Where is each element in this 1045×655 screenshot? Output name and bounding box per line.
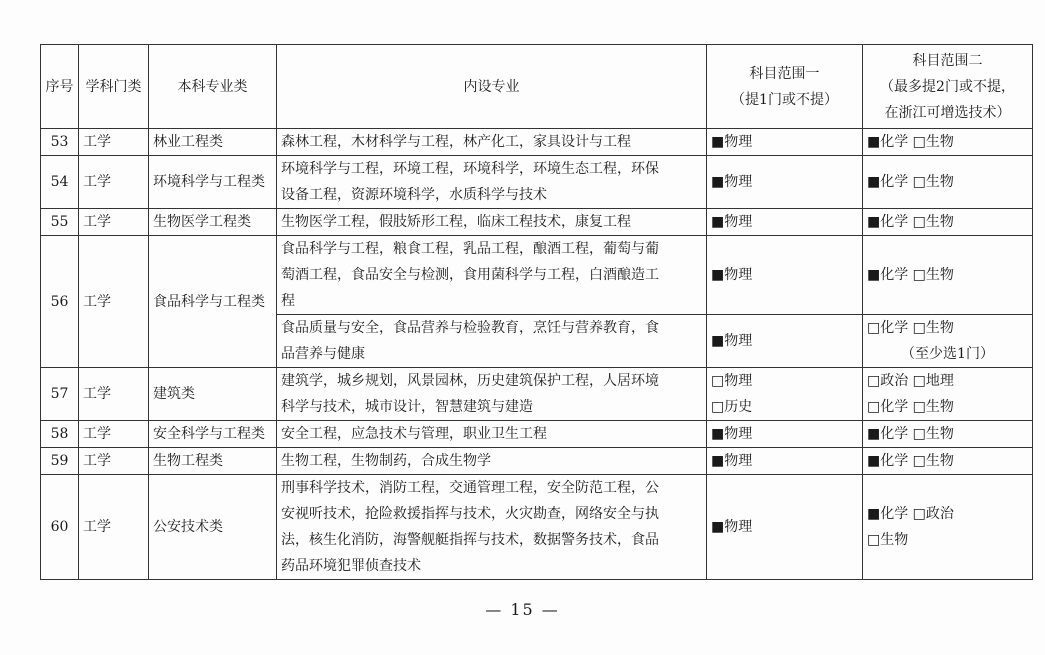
range2-cell-line: ■化学 □生物	[867, 267, 954, 283]
range2-cell	[863, 209, 1033, 236]
category-cell-line: 工学	[83, 386, 111, 402]
range2-cell-line: ■化学 □生物	[867, 453, 954, 469]
category-cell	[79, 368, 149, 421]
majors-cell	[277, 129, 707, 156]
majors-cell-line: 刑事科学技术，消防工程，交通管理工程，安全防范工程，公	[281, 480, 659, 496]
majors-cell-line: 法，核生化消防，海警舰艇指挥与技术，数据警务技术，食品	[281, 532, 659, 548]
category-cell-line: 工学	[83, 426, 111, 442]
seq-cell-line: 60	[50, 519, 69, 535]
majors-cell-line: 安全工程，应急技术与管理，职业卫生工程	[281, 426, 547, 442]
major-class-cell	[149, 236, 277, 368]
majors-cell	[277, 209, 707, 236]
range1-cell-line: ■物理	[711, 134, 753, 150]
majors-cell-line: 森林工程，木材科学与工程，林产化工，家具设计与工程	[281, 134, 631, 150]
seq-cell	[41, 448, 79, 475]
majors-cell	[277, 475, 707, 580]
major-class-cell-line: 林业工程类	[153, 134, 223, 150]
category-cell-line: 工学	[83, 174, 111, 190]
header-row	[41, 45, 1033, 129]
seq-cell-line: 53	[50, 134, 69, 150]
table-row	[41, 209, 1033, 236]
majors-cell-line: 设备工程，资源环境科学，水质科学与技术	[281, 187, 547, 203]
range2-cell	[863, 448, 1033, 475]
range2-cell	[863, 475, 1033, 580]
category-cell-line: 工学	[83, 453, 111, 469]
seq-cell-line: 58	[50, 426, 69, 442]
majors-cell-line: 药品环境犯罪侦查技术	[281, 558, 421, 574]
range1-cell	[707, 129, 863, 156]
category-cell	[79, 448, 149, 475]
major-class-cell-line: 食品科学与工程类	[153, 293, 265, 310]
major-class-cell-line: 建筑类	[153, 386, 195, 402]
major-class-cell-line: 环境科学与工程类	[153, 174, 265, 190]
range1-cell-line: ■物理	[711, 453, 753, 469]
header-range1	[707, 45, 863, 129]
majors-cell-line: 科学与技术，城市设计，智慧建筑与建造	[281, 399, 533, 415]
major-class-cell	[149, 209, 277, 236]
header-range2-line3: 在浙江可增选技术）	[884, 104, 1011, 121]
range1-cell-line: ■物理	[711, 519, 753, 535]
category-cell-line: 工学	[83, 134, 111, 150]
range2-cell	[863, 156, 1033, 209]
header-category: 学科门类	[79, 45, 149, 129]
seq-cell-line: 57	[50, 386, 69, 402]
table-row	[41, 156, 1033, 209]
majors-cell-line: 安视听技术，抢险救援指挥与技术，火灾勘查，网络安全与执	[281, 506, 659, 522]
range2-cell-line: ■化学 □生物	[867, 174, 954, 190]
range1-cell	[707, 421, 863, 448]
majors-table	[40, 44, 1033, 580]
range2-cell-line: （至少选1门）	[901, 346, 994, 362]
majors-cell-line: 萄酒工程，食品安全与检测，食用菌科学与工程，白酒酿造工	[281, 267, 659, 283]
majors-cell	[277, 448, 707, 475]
majors-cell	[277, 368, 707, 421]
range1-cell-line: □物理	[711, 373, 753, 389]
range2-cell-line: □生物	[867, 532, 909, 548]
major-class-cell-line: 安全科学与工程类	[153, 426, 265, 442]
range2-cell	[863, 368, 1033, 421]
majors-cell-line: 生物工程，生物制药，合成生物学	[281, 453, 491, 469]
category-cell-line: 工学	[83, 519, 111, 535]
category-cell	[79, 475, 149, 580]
table-row	[41, 421, 1033, 448]
table-row	[41, 448, 1033, 475]
range2-cell-line: ■化学 □政治	[867, 506, 954, 522]
majors-cell	[277, 421, 707, 448]
range1-cell-line: ■物理	[711, 333, 753, 349]
seq-cell	[41, 475, 79, 580]
major-class-cell	[149, 475, 277, 580]
major-class-cell	[149, 368, 277, 421]
range1-cell-line: ■物理	[711, 267, 753, 283]
header-range2	[863, 45, 1033, 129]
header-range2-line2: （最多提2门或不提，	[880, 78, 1015, 95]
seq-cell	[41, 236, 79, 368]
range1-cell-line: ■物理	[711, 174, 753, 190]
header-range2-line1: 科目范围二	[912, 52, 983, 69]
range2-cell-line: □政治 □地理	[867, 373, 954, 389]
seq-cell	[41, 209, 79, 236]
range2-cell-line: □化学 □生物	[867, 320, 954, 336]
majors-cell-line: 食品科学与工程，粮食工程，乳品工程，酿酒工程，葡萄与葡	[281, 241, 659, 257]
range1-cell	[707, 315, 863, 368]
majors-cell-line: 建筑学，城乡规划，风景园林，历史建筑保护工程，人居环境	[281, 373, 659, 389]
major-class-cell	[149, 448, 277, 475]
category-cell	[79, 129, 149, 156]
majors-cell-line: 食品质量与安全，食品营养与检验教育，烹饪与营养教育，食	[281, 320, 659, 336]
range2-cell	[863, 129, 1033, 156]
majors-cell	[277, 236, 707, 315]
seq-cell	[41, 421, 79, 448]
header-seq: 序号	[41, 45, 79, 129]
majors-cell-line: 品营养与健康	[281, 346, 365, 362]
seq-cell-line: 55	[50, 214, 69, 230]
table-row	[41, 129, 1033, 156]
table-row	[41, 475, 1033, 580]
range2-cell	[863, 236, 1033, 315]
table-row	[41, 236, 1033, 315]
header-range1-line1: 科目范围一	[749, 65, 820, 82]
range1-cell-line: ■物理	[711, 426, 753, 442]
range2-cell	[863, 315, 1033, 368]
range1-cell-line: □历史	[711, 399, 753, 415]
majors-cell-line: 环境科学与工程，环境工程，环境科学，环境生态工程，环保	[281, 161, 659, 177]
category-cell	[79, 421, 149, 448]
majors-cell-line: 生物医学工程，假肢矫形工程，临床工程技术，康复工程	[281, 214, 631, 230]
majors-cell	[277, 315, 707, 368]
seq-cell	[41, 129, 79, 156]
majors-cell	[277, 156, 707, 209]
seq-cell	[41, 368, 79, 421]
category-cell	[79, 209, 149, 236]
seq-cell-line: 59	[50, 453, 69, 469]
major-class-cell	[149, 421, 277, 448]
category-cell-line: 工学	[83, 214, 111, 230]
majors-cell-line: 程	[281, 293, 295, 309]
range2-cell-line: □化学 □生物	[867, 399, 954, 415]
category-cell	[79, 236, 149, 368]
range2-cell-line: ■化学 □生物	[867, 426, 954, 442]
range1-cell	[707, 236, 863, 315]
range2-cell	[863, 421, 1033, 448]
major-class-cell	[149, 129, 277, 156]
range1-cell	[707, 209, 863, 236]
range2-cell-line: ■化学 □生物	[867, 214, 954, 230]
major-class-cell	[149, 156, 277, 209]
header-majors: 内设专业	[277, 45, 707, 129]
table-row	[41, 368, 1033, 421]
category-cell	[79, 156, 149, 209]
seq-cell-line: 54	[50, 174, 69, 190]
range1-cell	[707, 475, 863, 580]
page-number: — 15 —	[485, 600, 560, 619]
major-class-cell-line: 生物工程类	[153, 453, 223, 469]
range1-cell-line: ■物理	[711, 214, 753, 230]
header-major-class: 本科专业类	[149, 45, 277, 129]
header-range1-line2: （提1门或不提）	[731, 91, 838, 108]
major-class-cell-line: 生物医学工程类	[153, 214, 251, 230]
category-cell-line: 工学	[83, 293, 111, 310]
range1-cell	[707, 448, 863, 475]
seq-cell-line: 56	[50, 293, 69, 310]
major-class-cell-line: 公安技术类	[153, 519, 223, 535]
seq-cell	[41, 156, 79, 209]
range2-cell-line: ■化学 □生物	[867, 134, 954, 150]
range1-cell	[707, 156, 863, 209]
range1-cell	[707, 368, 863, 421]
